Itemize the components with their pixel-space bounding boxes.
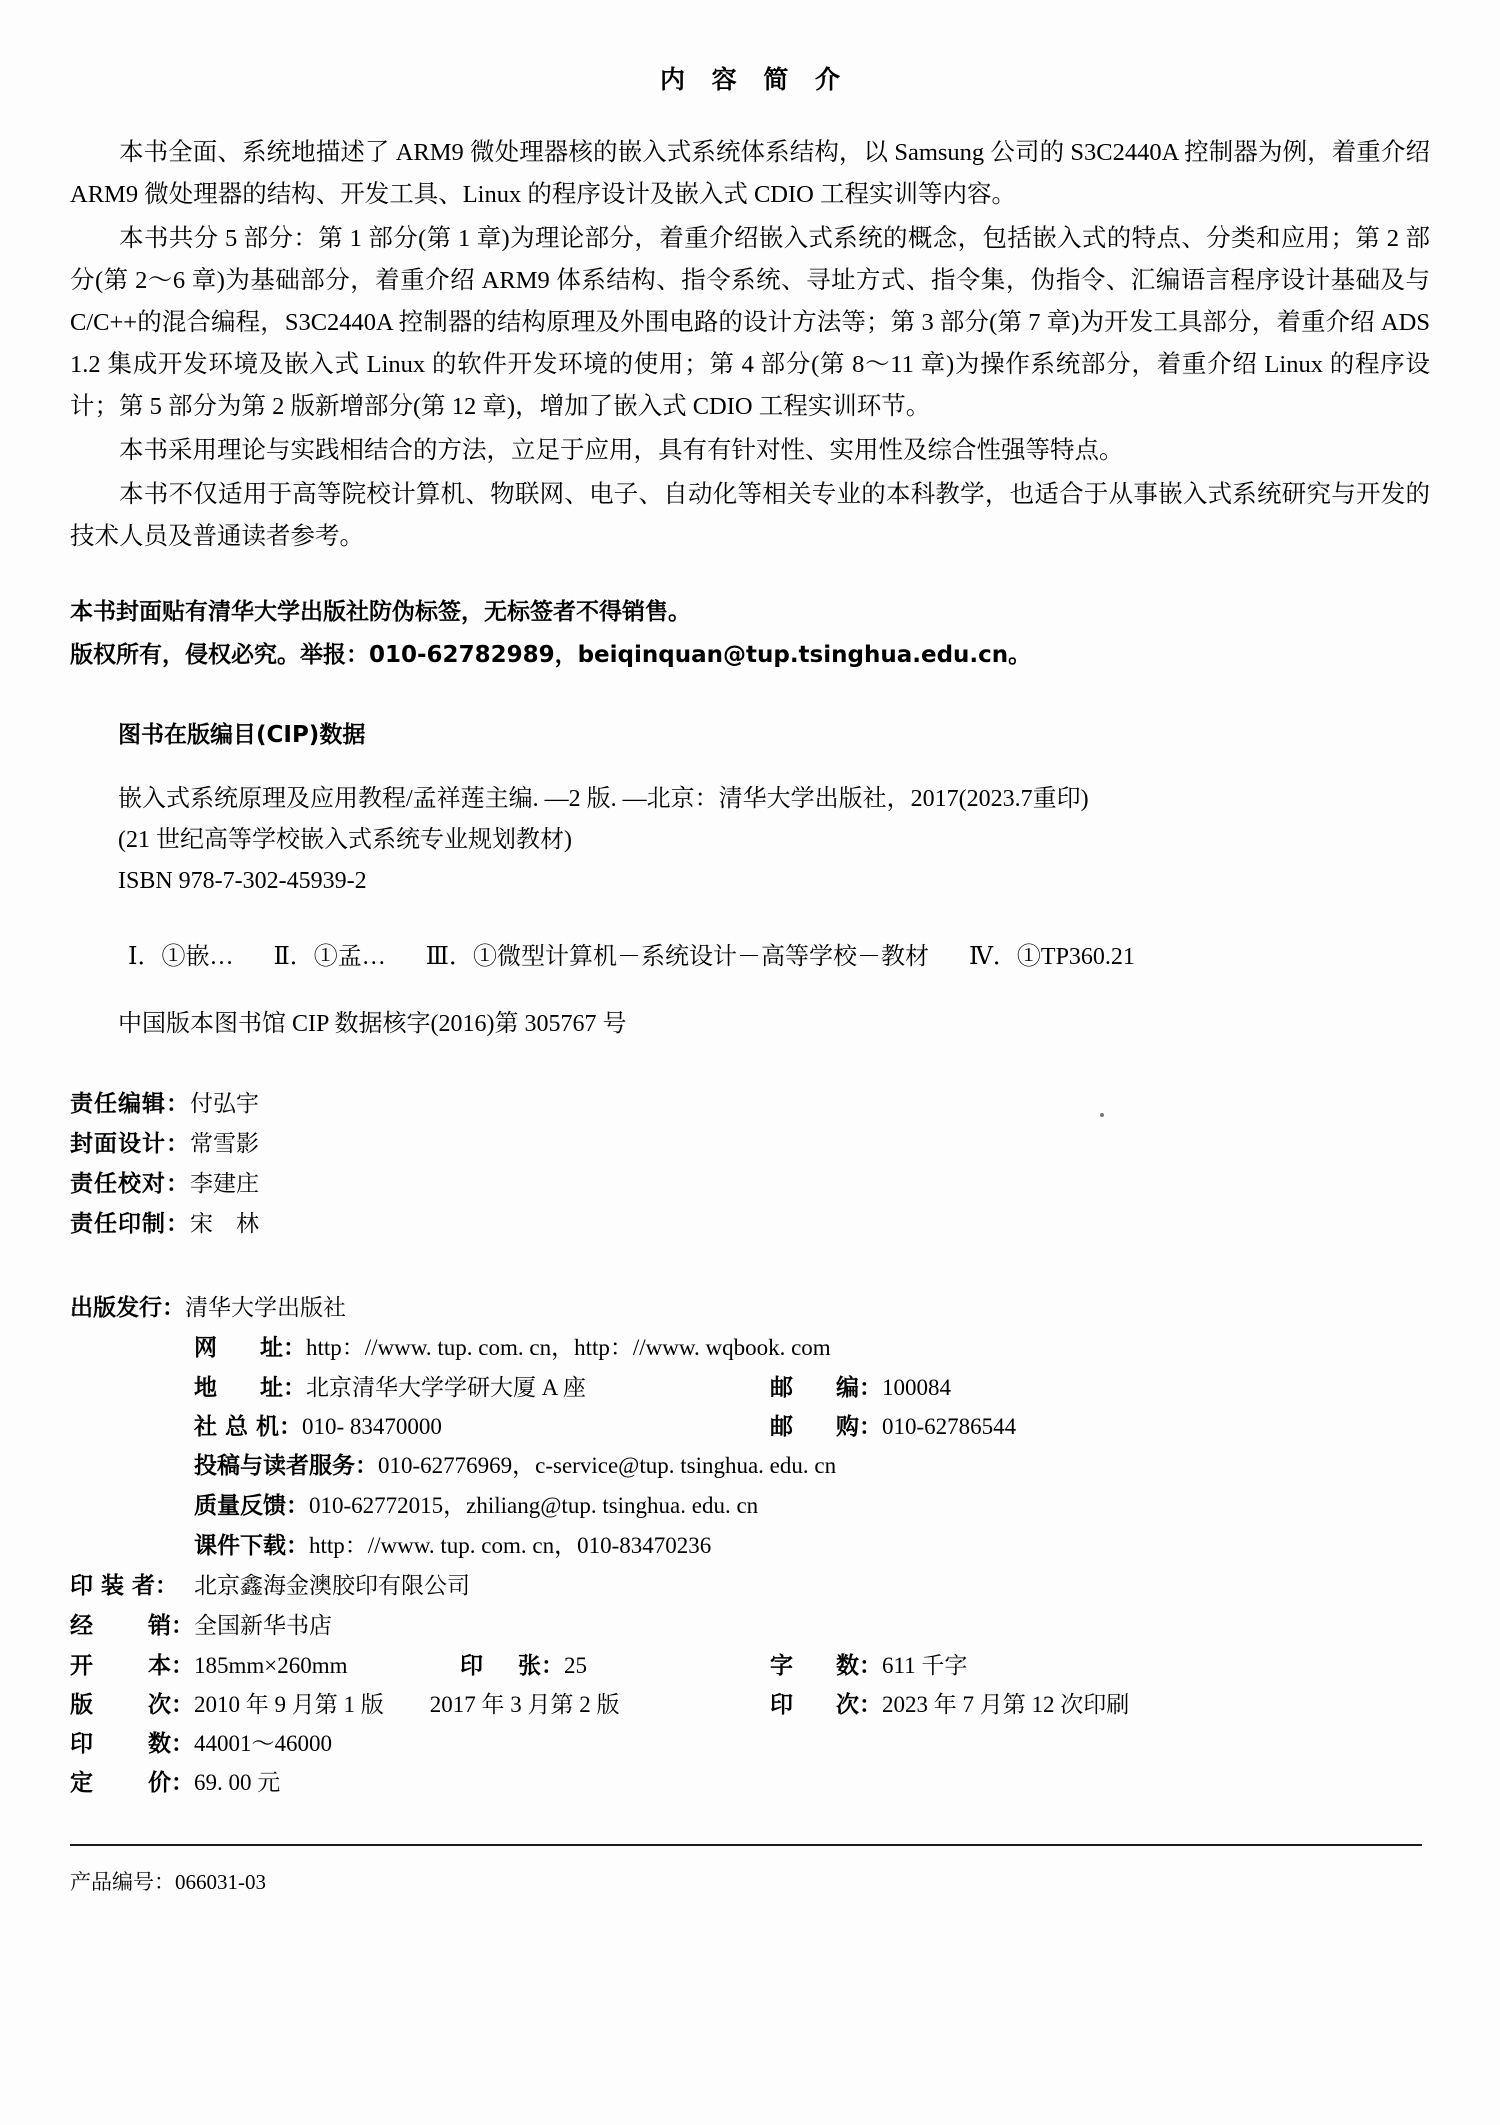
spec-copies-row <box>70 1724 1430 1763</box>
spec-size-label-a: 开 <box>70 1653 93 1679</box>
staff-name: 常雪影 <box>190 1131 259 1156</box>
spec-edition-label-b: 次： <box>148 1692 194 1718</box>
cip-series-line: (21 世纪高等学校嵌入式系统专业规划教材) <box>118 827 572 853</box>
publisher-mailorder-value: 010-62786544 <box>882 1414 1017 1439</box>
publisher-service-label: 投稿与读者服务： <box>194 1453 378 1479</box>
publisher-service-row <box>70 1446 1430 1486</box>
abstract-paragraph: 本书采用理论与实践相结合的方法，立足于应用，具有有针对性、实用性及综合性强等特点。 <box>119 437 1124 464</box>
distributor-label-b: 销： <box>148 1613 194 1639</box>
printer-value: 北京鑫海金澳胶印有限公司 <box>194 1573 470 1598</box>
publisher-address-label-b: 址： <box>260 1375 306 1401</box>
publisher-courseware-row <box>70 1526 1430 1566</box>
staff-row <box>70 1164 1430 1204</box>
cip-class-iv: Ⅳ．①TP360.21 <box>968 944 1135 970</box>
printer-row <box>70 1566 1430 1606</box>
product-number-label: 产品编号： <box>70 1870 175 1894</box>
staff-row <box>70 1204 1430 1244</box>
publisher-courseware-value: http：//www. tup. com. cn，010-83470236 <box>309 1533 712 1558</box>
staff-row <box>70 1124 1430 1164</box>
abstract-paragraph: 本书不仅适用于高等院校计算机、物联网、电子、自动化等相关专业的本科教学，也适合于从事嵌入式系统研究与开发的技术人员及普通读者参考。 <box>70 481 1430 550</box>
distributor-row <box>70 1606 1430 1646</box>
staff-role: 责任校对： <box>70 1171 190 1197</box>
staff-role: 责任印制： <box>70 1211 190 1237</box>
staff-name: 付弘宇 <box>190 1091 259 1116</box>
spec-edition-label-a: 版 <box>70 1692 93 1718</box>
abstract-section <box>70 132 1430 558</box>
scan-artifact-dot <box>1100 1113 1104 1117</box>
publisher-quality-row <box>70 1486 1430 1526</box>
staff-section <box>70 1084 1430 1244</box>
copyright-notice <box>70 592 1430 676</box>
publisher-address-value: 北京清华大学学研大厦 A 座 <box>306 1375 586 1400</box>
publisher-web-value: http：//www. tup. com. cn，http：//www. wqbook. com <box>306 1335 831 1360</box>
spec-impression-label-a: 印 <box>770 1692 793 1718</box>
spec-words-label-b: 数： <box>836 1653 882 1679</box>
spec-edition-value: 2010 年 9 月第 1 版 2017 年 3 月第 2 版 <box>194 1692 620 1717</box>
spec-size-label-b: 本： <box>148 1653 194 1679</box>
publisher-zip-value: 100084 <box>882 1375 951 1400</box>
spec-copies-label-b: 数： <box>148 1731 194 1757</box>
product-number-row <box>70 1866 1430 1896</box>
spec-size-value: 185mm×260mm <box>194 1653 348 1678</box>
spec-edition-row <box>70 1685 1430 1724</box>
spec-impression-label-b: 次： <box>836 1692 882 1718</box>
publisher-courseware-label: 课件下载： <box>194 1533 309 1559</box>
staff-name: 李建庄 <box>190 1171 259 1196</box>
cip-class-iii: Ⅲ．①微型计算机－系统设计－高等学校－教材 <box>425 944 929 970</box>
spec-price-value: 69. 00 元 <box>194 1770 281 1795</box>
anti-counterfeit-line: 本书封面贴有清华大学出版社防伪标签，无标签者不得销售。 <box>70 599 691 625</box>
distributor-value: 全国新华书店 <box>194 1613 332 1638</box>
publisher-issue-row <box>70 1288 1430 1328</box>
spec-copies-value: 44001～46000 <box>194 1731 332 1756</box>
abstract-paragraph: 本书共分 5 部分：第 1 部分(第 1 章)为理论部分，着重介绍嵌入式系统的概念，包括嵌入式的特点、分类和应用；第 2 部分(第 2～6 章)为基础部分，着重介绍 ARM9 体系结构、指令系统、寻址方式、指令集，伪指令、汇编语言程序设计基础及与 C/C++的混合编程，S3C2440A 控制器的结构原理及外围电路的设计方法等；第 3 部分(第 7 章)为开发工具部分，着重介绍 ADS 1.2 集成开发环境及嵌入式 Linux 的软件开发环境的使用；第 4 部分(第 8～11 章)为操作系统部分，着重介绍 Linux 的程序设计；第 5 部分为第 2 版新增部分(第 12 章)，增加了嵌入式 CDIO 工程实训环节。 <box>70 225 1430 420</box>
cip-body <box>118 779 1430 902</box>
spec-sheets-value: 25 <box>564 1653 587 1678</box>
staff-row <box>70 1084 1430 1124</box>
publisher-section <box>70 1288 1430 1802</box>
publisher-web-label-a: 网 <box>194 1335 217 1361</box>
page-title: 内 容 简 介 <box>659 65 850 94</box>
publisher-web-row <box>70 1328 1430 1368</box>
publisher-mailorder-label-b: 购： <box>836 1414 882 1440</box>
copyright-report-line: 版权所有，侵权必究。举报：010-62782989，beiqinquan@tup.tsinghua.edu.cn。 <box>70 642 1032 668</box>
cip-class-ii: Ⅱ．①孟… <box>273 944 386 970</box>
product-number-value: 066031-03 <box>175 1870 266 1894</box>
publisher-quality-label: 质量反馈： <box>194 1493 309 1519</box>
publisher-address-label-a: 地 <box>194 1375 217 1401</box>
cip-isbn-line: ISBN 978-7-302-45939-2 <box>118 868 367 894</box>
spec-impression-value: 2023 年 7 月第 12 次印刷 <box>882 1692 1130 1717</box>
publisher-mailorder-label-a: 邮 <box>770 1414 793 1440</box>
publisher-switchboard-value: 010- 83470000 <box>302 1414 442 1439</box>
spec-copies-label-a: 印 <box>70 1731 93 1757</box>
publisher-switchboard-label: 社 总 机： <box>194 1414 303 1440</box>
publisher-service-value: 010-62776969，c-service@tup. tsinghua. edu. cn <box>378 1453 837 1478</box>
spec-price-label-b: 价： <box>148 1770 194 1796</box>
cip-title-line: 嵌入式系统原理及应用教程/孟祥莲主编. —2 版. —北京：清华大学出版社，2017(2023.7重印) <box>118 786 1089 812</box>
page-content <box>70 60 1430 1896</box>
publisher-switchboard-row <box>70 1407 1430 1446</box>
footer-divider <box>70 1844 1422 1846</box>
spec-words-label-a: 字 <box>770 1653 793 1679</box>
spec-sheets-label-a: 印 <box>460 1653 483 1679</box>
cip-classification <box>128 936 1430 971</box>
spec-sheets-label-b: 张： <box>518 1653 564 1679</box>
spec-price-label-a: 定 <box>70 1770 93 1796</box>
spec-words-value: 611 千字 <box>882 1653 968 1678</box>
publisher-issue-value: 清华大学出版社 <box>185 1295 346 1320</box>
publisher-zip-label-a: 邮 <box>770 1375 793 1401</box>
spec-size-row <box>70 1646 1430 1685</box>
publisher-web-label-b: 址： <box>260 1335 306 1361</box>
cip-class-i: Ⅰ．①嵌… <box>128 944 234 970</box>
spec-price-row <box>70 1763 1430 1802</box>
printer-label: 印 装 者： <box>70 1573 179 1599</box>
staff-role: 封面设计： <box>70 1131 190 1157</box>
distributor-label-a: 经 <box>70 1613 93 1639</box>
publisher-quality-value: 010-62772015，zhiliang@tup. tsinghua. edu. cn <box>309 1493 759 1518</box>
publisher-issue-label: 出版发行： <box>70 1295 185 1321</box>
cip-registration-number: 中国版本图书馆 CIP 数据核字(2016)第 305767 号 <box>118 1011 627 1037</box>
staff-name: 宋 林 <box>190 1211 259 1236</box>
publisher-zip-label-b: 编： <box>836 1375 882 1401</box>
cip-heading: 图书在版编目(CIP)数据 <box>118 722 366 748</box>
staff-role: 责任编辑： <box>70 1091 190 1117</box>
abstract-paragraph: 本书全面、系统地描述了 ARM9 微处理器核的嵌入式系统体系结构，以 Samsung 公司的 S3C2440A 控制器为例，着重介绍 ARM9 微处理器的结构、开发工具、Linux 的程序设计及嵌入式 CDIO 工程实训等内容。 <box>70 139 1430 208</box>
publisher-address-row <box>70 1368 1430 1407</box>
